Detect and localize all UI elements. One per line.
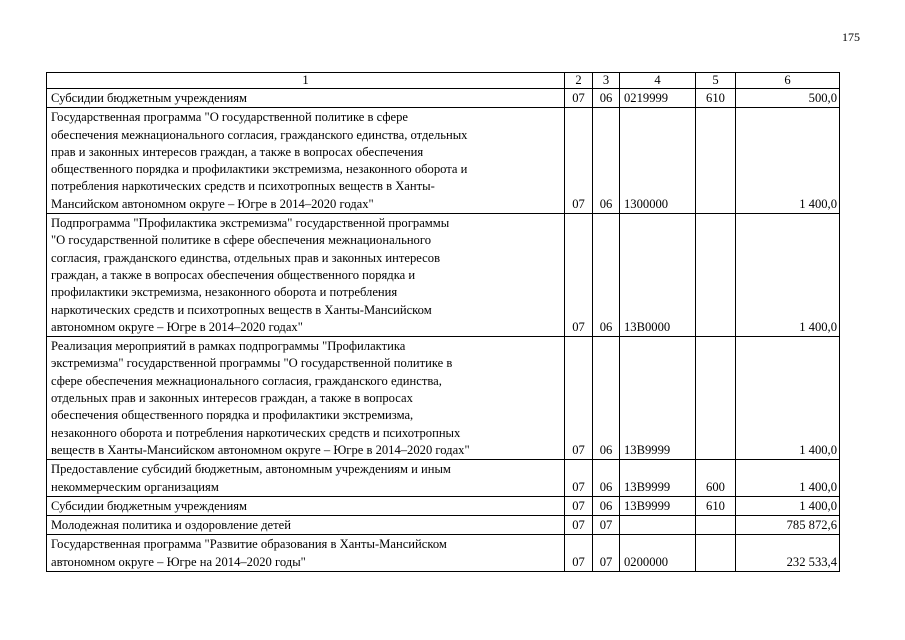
expense-type-cell: 610 [696, 89, 736, 108]
expense-type-cell [696, 535, 736, 572]
column-header-amount: 6 [736, 73, 840, 89]
column-header-subsection: 3 [593, 73, 620, 89]
section-code-cell: 07 [565, 535, 593, 572]
section-code-cell: 07 [565, 496, 593, 515]
table-row [47, 337, 840, 460]
target-article-cell: 13В0000 [620, 214, 696, 337]
row-name-line: Государственная программа "Развитие образования в Ханты-Мансийском [51, 537, 447, 552]
row-name-line: автономном округе – Югре в 2014–2020 годах" [51, 319, 303, 334]
table-row [47, 89, 840, 108]
row-name-line: незаконного оборота и потребления наркотических средств и психотропных [51, 425, 461, 440]
table-row [47, 460, 840, 497]
table-body [47, 89, 840, 572]
subsection-code-cell: 07 [593, 516, 620, 535]
amount-cell: 1 400,0 [736, 460, 840, 497]
table-row [47, 108, 840, 214]
row-name-line: потребления наркотических средств и психотропных веществ в Ханты- [51, 179, 435, 194]
row-name-cell [47, 460, 565, 497]
amount-cell: 232 533,4 [736, 535, 840, 572]
target-article-cell: 0200000 [620, 535, 696, 572]
expense-type-cell [696, 108, 736, 214]
row-name-line: отдельных прав и законных интересов граждан, а также в вопросах [51, 391, 413, 406]
table-row [47, 516, 840, 535]
column-header-name: 1 [47, 73, 565, 89]
row-name-line: обеспечения межнационального согласия, гражданского единства, отдельных [51, 127, 468, 142]
section-code-cell: 07 [565, 460, 593, 497]
row-name-line: граждан, а также в вопросах обеспечения общественного порядка и [51, 267, 416, 282]
subsection-code-cell: 06 [593, 496, 620, 515]
row-name-line: Субсидии бюджетным учреждениям [51, 91, 247, 105]
row-name-cell [47, 535, 565, 572]
subsection-code-cell: 07 [593, 535, 620, 572]
row-name-line: Подпрограмма "Профилактика экстремизма" государственной программы [51, 216, 450, 231]
subsection-code-cell: 06 [593, 214, 620, 337]
table-row [47, 214, 840, 337]
row-name-line: Мансийском автономном округе – Югре в 2014–2020 годах" [51, 196, 374, 211]
row-name-line: Предоставление субсидий бюджетным, автономным учреждениям и иным [51, 462, 451, 477]
row-name-line: согласия, гражданского единства, отдельных прав и законных интересов [51, 250, 441, 265]
expense-type-cell [696, 214, 736, 337]
subsection-code-cell: 06 [593, 108, 620, 214]
row-name-line: Реализация мероприятий в рамках подпрограммы "Профилактика [51, 339, 406, 354]
row-name-cell [47, 108, 565, 214]
section-code-cell: 07 [565, 89, 593, 108]
row-name-line: Субсидии бюджетным учреждениям [51, 498, 247, 513]
row-name-line: "О государственной политике в сфере обеспечения межнационального [51, 233, 432, 248]
row-name-line: Молодежная политика и оздоровление детей [51, 518, 291, 533]
target-article-cell: 1300000 [620, 108, 696, 214]
amount-cell: 500,0 [736, 89, 840, 108]
row-name-line: веществ в Ханты-Мансийском автономном округе – Югре в 2014–2020 годах" [51, 442, 470, 457]
expense-type-cell: 610 [696, 496, 736, 515]
row-name-cell [47, 337, 565, 460]
row-name-cell [47, 496, 565, 515]
table-header-row [47, 73, 840, 89]
page-number: 175 [842, 30, 860, 44]
column-header-expense-type: 5 [696, 73, 736, 89]
section-code-cell: 07 [565, 337, 593, 460]
row-name-line: некоммерческим организациям [51, 479, 219, 494]
subsection-code-cell: 06 [593, 89, 620, 108]
row-name-line: наркотических средств и психотропных веществ в Ханты-Мансийском [51, 302, 432, 317]
expense-type-cell [696, 337, 736, 460]
target-article-cell [620, 516, 696, 535]
expense-type-cell: 600 [696, 460, 736, 497]
amount-cell: 1 400,0 [736, 108, 840, 214]
row-name-cell [47, 516, 565, 535]
target-article-cell: 0219999 [620, 89, 696, 108]
amount-cell: 1 400,0 [736, 337, 840, 460]
row-name-line: сфере обеспечения межнационального согласия, гражданского единства, [51, 373, 442, 388]
amount-cell: 785 872,6 [736, 516, 840, 535]
row-name-cell [47, 89, 565, 108]
row-name-line: прав и законных интересов граждан, а также в вопросах обеспечения [51, 144, 424, 159]
column-header-section: 2 [565, 73, 593, 89]
row-name-line: Государственная программа "О государственной политике в сфере [51, 110, 408, 125]
table-row [47, 535, 840, 572]
expense-type-cell [696, 516, 736, 535]
target-article-cell: 13В9999 [620, 496, 696, 515]
row-name-cell [47, 214, 565, 337]
amount-cell: 1 400,0 [736, 214, 840, 337]
row-name-line: автономном округе – Югре на 2014–2020 годы" [51, 554, 306, 569]
subsection-code-cell: 06 [593, 337, 620, 460]
section-code-cell: 07 [565, 108, 593, 214]
row-name-line: профилактики экстремизма, незаконного оборота и потребления [51, 285, 398, 300]
row-name-line: экстремизма" государственной программы "О государственной политике в [51, 356, 453, 371]
section-code-cell: 07 [565, 214, 593, 337]
row-name-line: общественного порядка и профилактики экстремизма, незаконного оборота и [51, 162, 468, 177]
target-article-cell: 13В9999 [620, 337, 696, 460]
section-code-cell: 07 [565, 516, 593, 535]
budget-table [46, 72, 840, 572]
column-header-target-article: 4 [620, 73, 696, 89]
target-article-cell: 13В9999 [620, 460, 696, 497]
amount-cell: 1 400,0 [736, 496, 840, 515]
table-row [47, 496, 840, 515]
row-name-line: обеспечения общественного порядка и профилактики экстремизма, [51, 408, 414, 423]
subsection-code-cell: 06 [593, 460, 620, 497]
